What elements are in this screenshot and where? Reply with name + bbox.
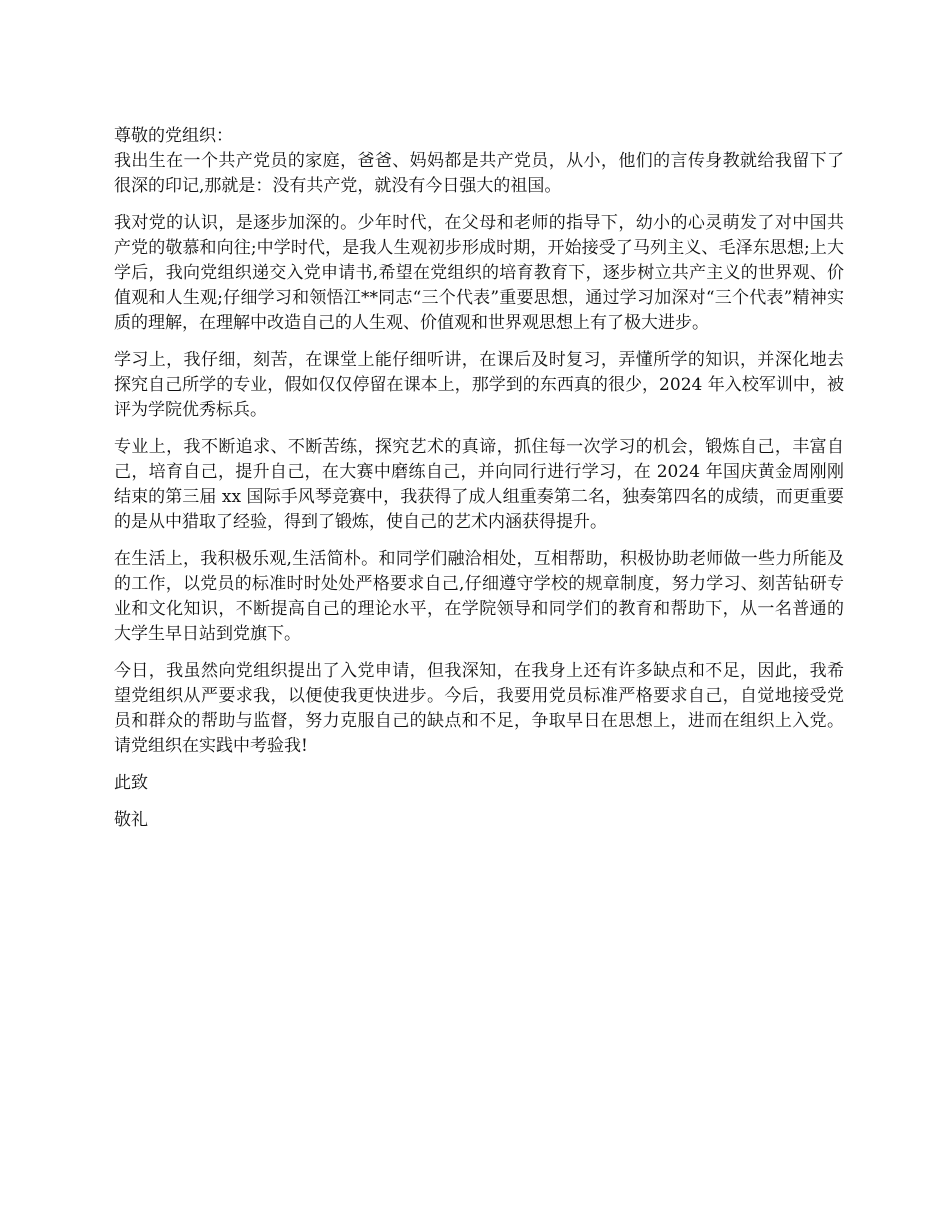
- paragraph-profession: 专业上，我不断追求、不断苦练，探究艺术的真谛，抓住每一次学习的机会，锻炼自己，丰富自己，培育自己，提升自己，在大赛中磨练自己，并向同行进行学习，在 2024 年国庆黄金周刚刚结束的第三届 xx 国际手风琴竞赛中，我获得了成人组重奏第二名，独奏第四名的成绩，而更重要的是从中猎取了经验，得到了锻炼，使自己的艺术内涵获得提升。: [114, 437, 844, 532]
- paragraph-study: 学习上，我仔细，刻苦，在课堂上能仔细听讲，在课后及时复习，弄懂所学的知识，并深化地去探究自己所学的专业，假如仅仅停留在课本上，那学到的东西真的很少，2024 年入校军训中，被评为学院优秀标兵。: [114, 350, 844, 420]
- paragraph-life: 在生活上，我积极乐观,生活简朴。和同学们融洽相处，互相帮助，积极协助老师做一些力所能及的工作，以党员的标准时时处处严格要求自己,仔细遵守学校的规章制度，努力学习、刻苦钻研专业和文化知识，不断提高自己的理论水平，在学院领导和同学们的教育和帮助下，从一名普通的大学生早日站到党旗下。: [114, 549, 844, 644]
- closing-cizhi: 此致: [114, 773, 148, 793]
- letter-greeting: 尊敬的党组织：: [114, 126, 233, 146]
- paragraph-resolution: 今日，我虽然向党组织提出了入党申请，但我深知，在我身上还有许多缺点和不足，因此，我希望党组织从严要求我，以便使我更快进步。今后，我要用党员标准严格要求自己，自觉地接受党员和群众的帮助与监督，努力克服自己的缺点和不足，争取早日在思想上，进而在组织上入党。请党组织在实践中考验我!: [114, 661, 844, 756]
- closing-jingli: 敬礼: [114, 810, 148, 830]
- letter-body: [114, 124, 844, 845]
- paragraph-understanding: 我对党的认识，是逐步加深的。少年时代，在父母和老师的指导下，幼小的心灵萌发了对中国共产党的敬慕和向往;中学时代，是我人生观初步形成时期，开始接受了马列主义、毛泽东思想;上大学后，我向党组织递交入党申请书,希望在党组织的培育教育下，逐步树立共产主义的世界观、价值观和人生观;仔细学习和领悟江**同志“三个代表”重要思想，通过学习加深对“三个代表”精神实质的理解，在理解中改造自己的人生观、价值观和世界观思想上有了极大进步。: [114, 213, 844, 333]
- paragraph-family: 我出生在一个共产党员的家庭，爸爸、妈妈都是共产党员，从小，他们的言传身教就给我留下了很深的印记,那就是：没有共产党，就没有今日强大的祖国。: [114, 151, 844, 196]
